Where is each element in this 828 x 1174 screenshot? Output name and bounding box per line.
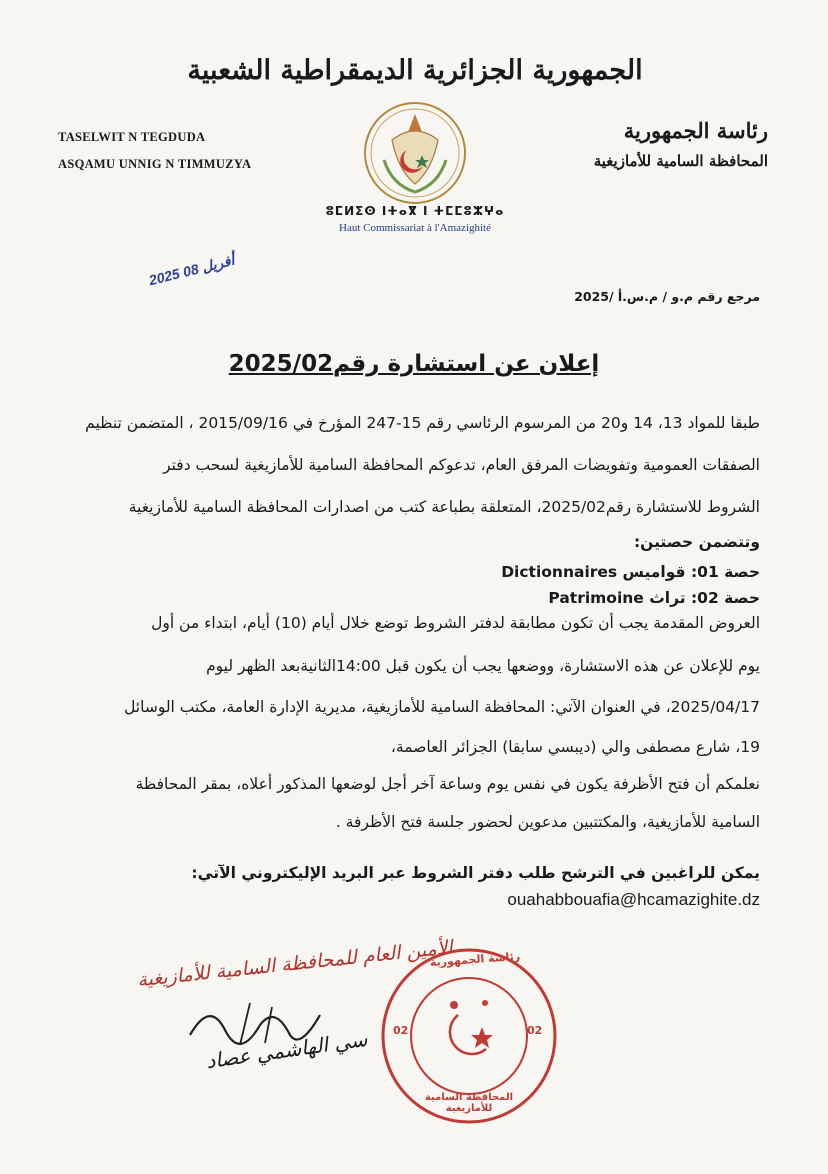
paragraph-1-line-1: طبقا للمواد 13، 14 و20 من المرسوم الرئاسي رقم 15-247 المؤرخ في 2015/09/16 ، المتضمن تنظيم bbox=[85, 414, 760, 432]
seal-inner-text: المحافظة السامية للأمازيغية bbox=[424, 1092, 514, 1114]
presidency-label: رئاسة الجمهورية bbox=[623, 118, 768, 143]
tamazight-presidency-line: TASELWIT N TEGDUDA bbox=[58, 130, 206, 144]
reference-number: مرجع رقم م.و / م.س.أ /2025 bbox=[574, 289, 760, 304]
paragraph-1-line-4: وتتضمن حصتين: bbox=[633, 533, 760, 551]
paragraph-2-line-1: العروض المقدمة يجب أن تكون مطابقة لدفتر الشروط توضع خلال أيام (10) أيام، ابتداء من أول bbox=[151, 614, 760, 632]
contact-instructions: يمكن للراغبين في الترشح طلب دفتر الشروط عبر البريد الإليكتروني الآتي: bbox=[191, 864, 760, 882]
paragraph-3-line-1: نعلمكم أن فتح الأظرفة يكون في نفس يوم وساعة آخر أجل لوضعها المذكور أعلاه، بمقر المحافظة bbox=[135, 775, 760, 793]
signature-title: الأمين العام للمحافظة السامية للأمازيغية bbox=[136, 936, 454, 992]
paragraph-2-line-2: يوم للإعلان عن هذه الاستشارة، ووضعها يجب أن يكون قبل 14:00الثانيةبعد الظهر ليوم bbox=[206, 657, 760, 675]
date-stamp: 2025 أفريل 08 bbox=[147, 251, 236, 289]
paragraph-2-line-3: 2025/04/17، في العنوان الآتي: المحافظة السامية للأمازيغية، مديرية الإدارة العامة، مكتب الوسائل bbox=[124, 698, 760, 716]
signatory-name: سي الهاشمي عصاد bbox=[204, 1026, 369, 1074]
national-emblem-icon bbox=[362, 100, 468, 206]
tifinagh-label: ⵓⵎⵍⵉⵙ ⵏⵜⴰⴳ ⵏ ⵜⵎⵎⵓⵣⵖⴰ bbox=[325, 204, 505, 218]
seal-number-right: 02 bbox=[527, 1024, 543, 1037]
tamazight-hca-line: ASQAMU UNNIG N TIMMUZYA bbox=[58, 157, 252, 171]
hca-french-label: Haut Commissariat à l'Amazighité bbox=[339, 222, 491, 234]
state-title: الجمهورية الجزائرية الديمقراطية الشعبية bbox=[187, 55, 643, 86]
lot-1: حصة 01: قواميس Dictionnaires bbox=[501, 563, 760, 581]
seal-outer-text: رئاسة الجمهورية bbox=[429, 949, 521, 970]
paragraph-1-line-2: الصفقات العمومية وتفويضات المرفق العام، تدعوكم المحافظة السامية للأمازيغية لسحب دفتر bbox=[163, 456, 760, 474]
paragraph-2-line-4: 19، شارع مصطفى والي (ديبسي سابقا) الجزائر العاصمة، bbox=[390, 738, 760, 756]
lot-2: حصة 02: تراث Patrimoine bbox=[548, 589, 760, 607]
paragraph-3-line-2: السامية للأمازيغية، والمكتتبين مدعوين لحضور جلسة فتح الأظرفة . bbox=[335, 813, 760, 831]
hca-arabic-label: المحافظة السامية للأمازيغية bbox=[593, 152, 768, 170]
paragraph-1-line-3: الشروط للاستشارة رقم2025/02، المتعلقة بطباعة كتب من اصدارات المحافظة السامية للأمازيغية bbox=[128, 498, 760, 516]
seal-number-left: 02 bbox=[393, 1024, 409, 1037]
contact-email: ouahabbouafia@hcamazighite.dz bbox=[507, 890, 760, 909]
announcement-title: إعلان عن استشارة رقم2025/02 bbox=[228, 351, 600, 377]
